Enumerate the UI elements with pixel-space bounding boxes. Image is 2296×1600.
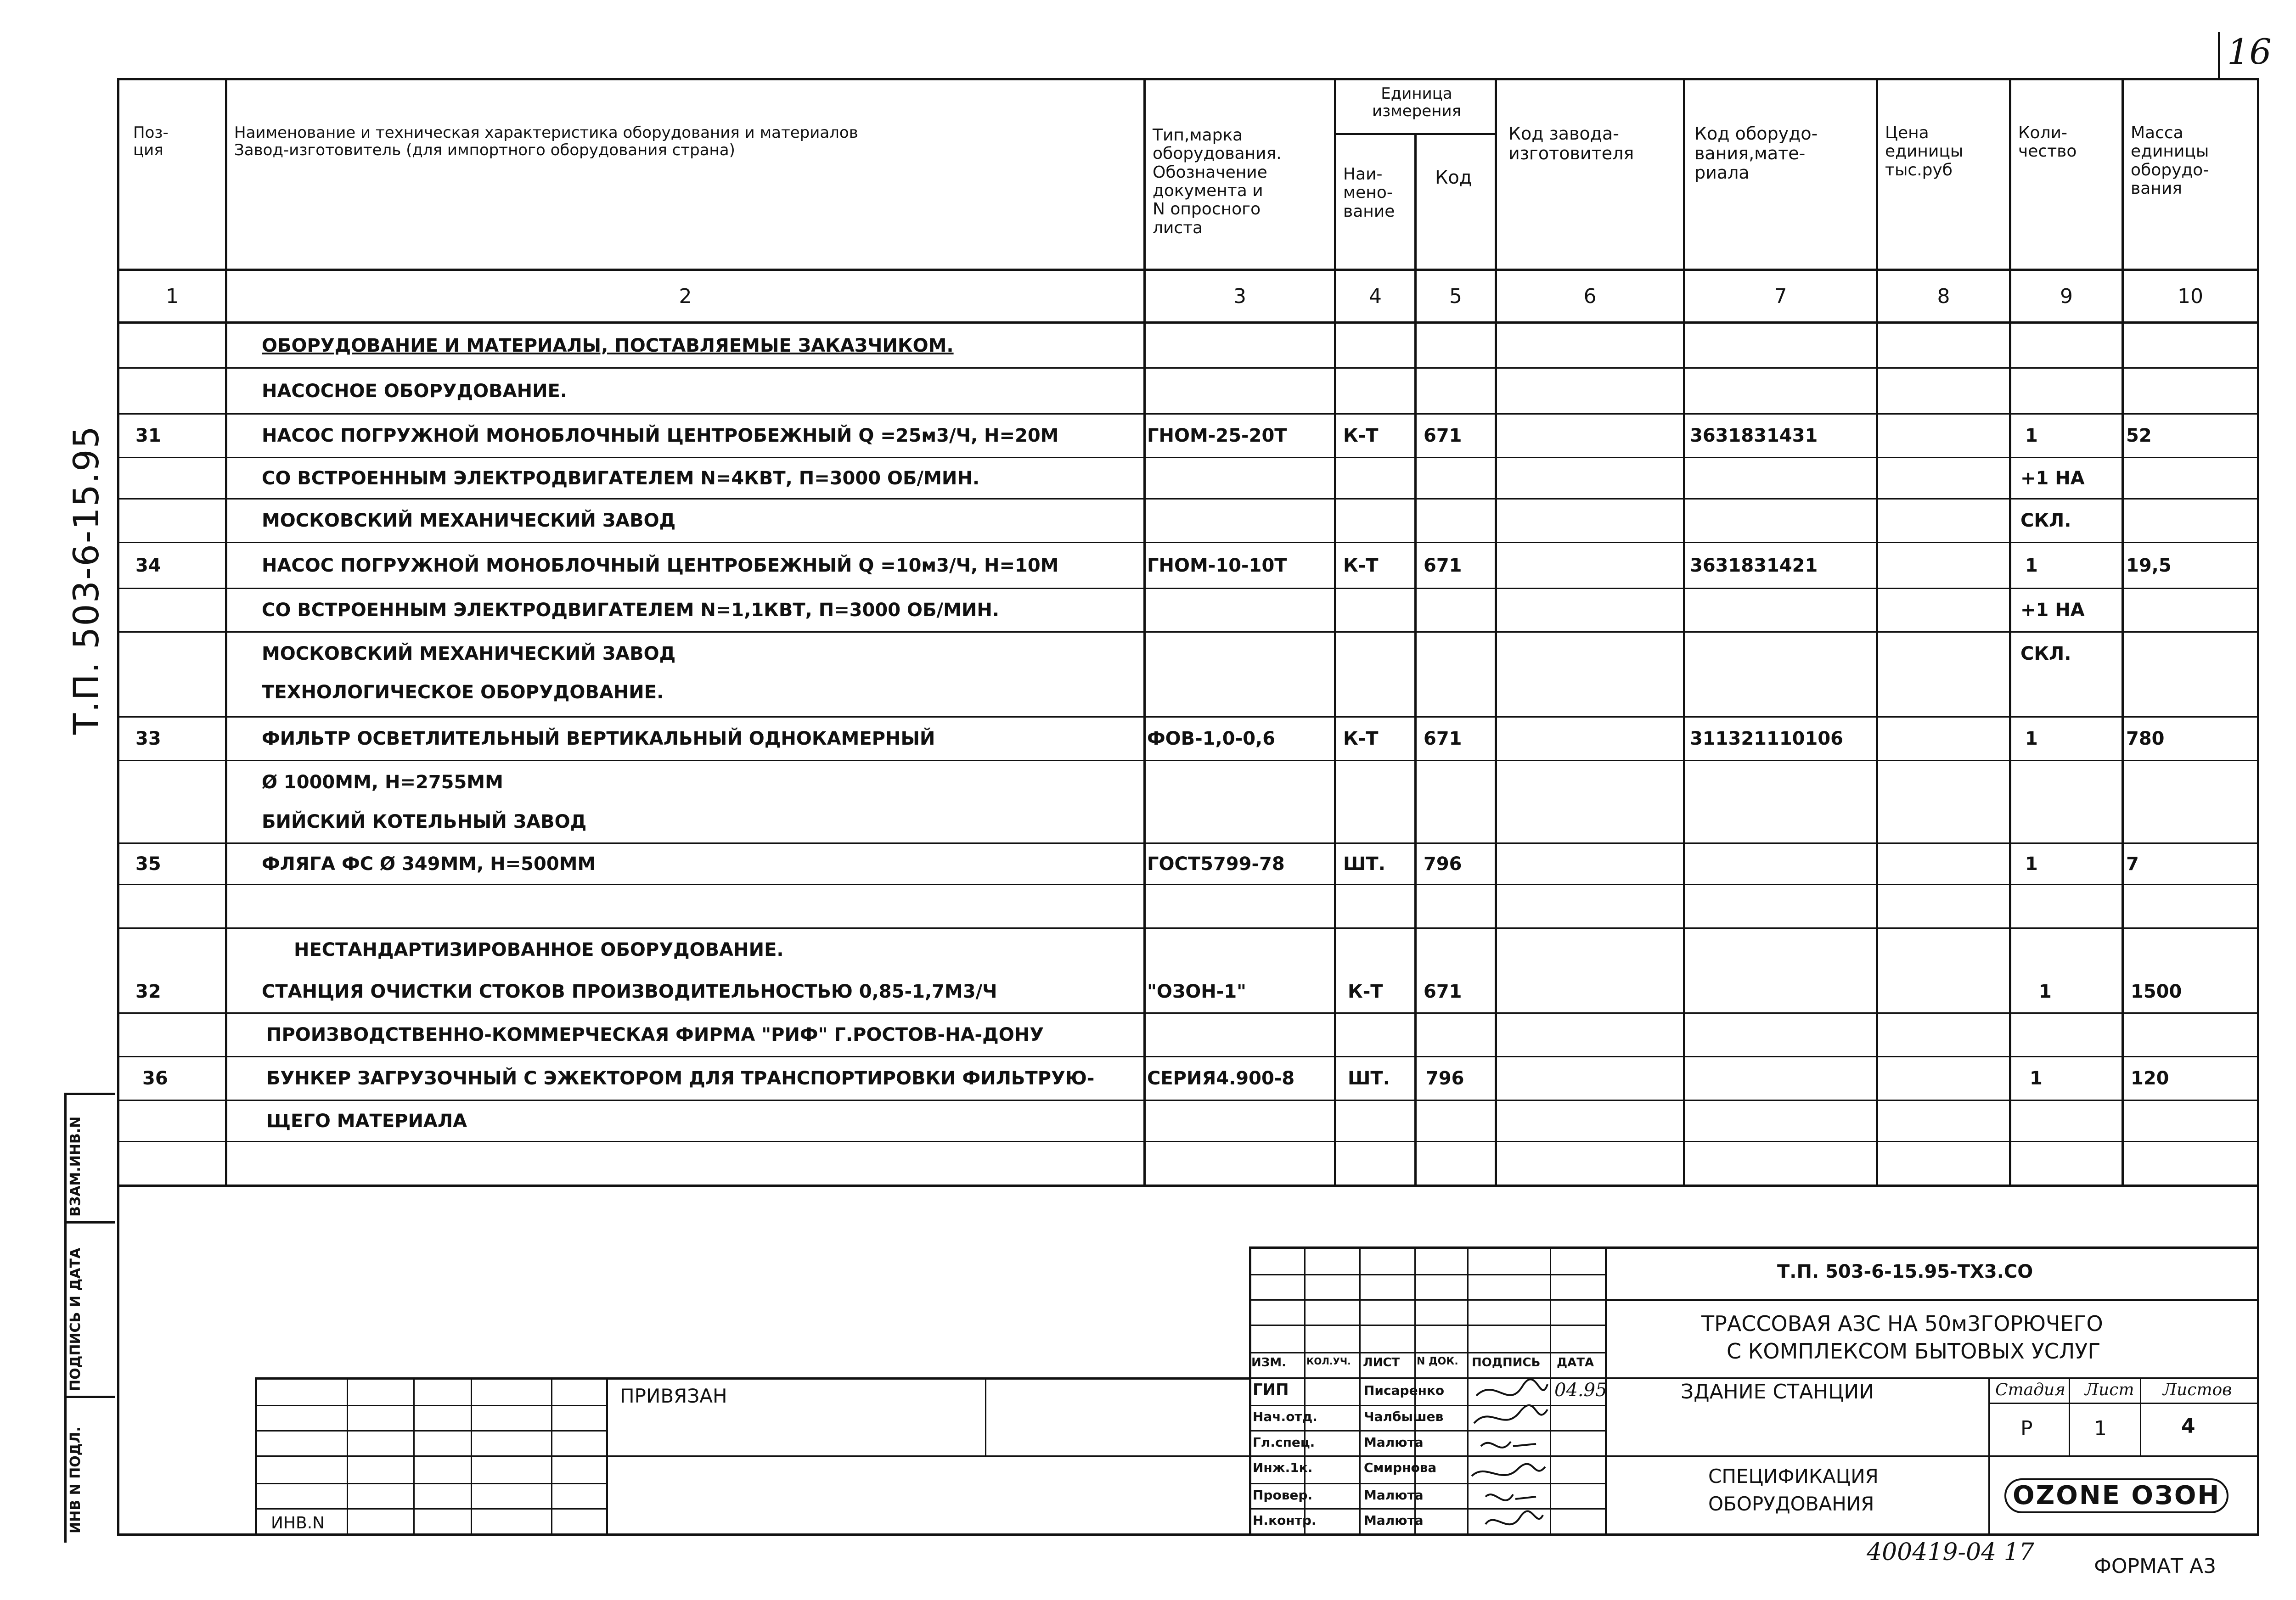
page-number-divider	[2218, 32, 2220, 78]
header-col5: Код	[1435, 167, 1472, 188]
row-mass: 780	[2126, 728, 2165, 749]
role-label: ГИП	[1253, 1381, 1289, 1399]
left-strip-line	[64, 1396, 115, 1398]
row-name: БУНКЕР ЗАГРУЗОЧНЫЙ С ЭЖЕКТОРОМ ДЛЯ ТРАНСПОРТИРОВКИ ФИЛЬТРУЮ-	[266, 1068, 1095, 1089]
row-code: 671	[1424, 981, 1462, 1002]
left-strip-line	[64, 1093, 67, 1543]
header-col3: Тип,марка оборудования. Обозначение документа и N опросного листа	[1153, 126, 1282, 237]
role-name: Малюта	[1364, 1488, 1424, 1503]
header-col8: Цена единицы тыс.руб	[1885, 124, 1964, 180]
header-unit-group: Единица измерения	[1372, 84, 1462, 121]
sheet-title-2: ОБОРУДОВАНИЯ	[1708, 1493, 1874, 1515]
sheet-value: 1	[2094, 1417, 2107, 1440]
format-label: ФОРМАТ А3	[2094, 1555, 2217, 1578]
row-code: 671	[1424, 425, 1462, 446]
header-col10: Масса единицы оборудо- вания	[2131, 124, 2209, 198]
row-qty: 1	[2025, 555, 2038, 576]
row-unit: К-Т	[1343, 425, 1379, 446]
col-number: 10	[2178, 284, 2203, 308]
row-type: ФОВ-1,0-0,6	[1147, 728, 1276, 749]
left-strip-line	[64, 1221, 115, 1224]
col-number: 3	[1233, 284, 1246, 308]
tb-col-ndok: N ДОК.	[1417, 1356, 1458, 1367]
doc-code: Т.П. 503-6-15.95-ТХ3.СО	[1777, 1261, 2033, 1282]
row-qty: СКЛ.	[2020, 643, 2071, 664]
signatures	[1467, 1377, 1628, 1536]
role-name: Малюта	[1364, 1513, 1424, 1528]
row-qty: 1	[2025, 425, 2038, 446]
row-mass: 19,5	[2126, 555, 2172, 576]
left-strip-line	[64, 1093, 115, 1095]
stage-value: Р	[2020, 1417, 2033, 1440]
project-line-1: ТРАССОВАЯ АЗС НА 50м3ГОРЮЧЕГО	[1701, 1311, 2103, 1336]
inv-strip-label-3: ВЗАМ.ИНВ.N	[68, 1116, 84, 1217]
left-margin-code: Т.П. 503-6-15.95	[66, 425, 107, 735]
row-code: 796	[1424, 853, 1462, 875]
tb-col-data: ДАТА	[1557, 1356, 1594, 1370]
row-code: 796	[1426, 1068, 1464, 1089]
row-mass: 7	[2126, 853, 2139, 875]
col-number: 8	[1937, 284, 1950, 308]
role-label: Провер.	[1253, 1488, 1313, 1503]
sheets-value: 4	[2181, 1415, 2195, 1438]
role-name: Чалбышев	[1364, 1409, 1444, 1424]
tb-col-list: ЛИСТ	[1363, 1356, 1400, 1370]
row-name: МОСКОВСКИЙ МЕХАНИЧЕСКИЙ ЗАВОД	[262, 510, 676, 531]
role-label: Инж.1к.	[1253, 1460, 1313, 1475]
col-number: 4	[1369, 284, 1382, 308]
col-number: 2	[679, 284, 692, 308]
tb-col-izm: ИЗМ.	[1251, 1356, 1286, 1370]
row-mass: 52	[2126, 425, 2152, 446]
row-name: СО ВСТРОЕННЫМ ЭЛЕКТРОДВИГАТЕЛЕМ N=4КВТ, П=3000 ОБ/МИН.	[262, 467, 980, 489]
sign-date: 04.95	[1554, 1380, 1607, 1401]
col-number: 7	[1774, 284, 1787, 308]
row-unit: ШТ.	[1343, 853, 1385, 875]
row-name: БИЙСКИЙ КОТЕЛЬНЫЙ ЗАВОД	[262, 811, 587, 832]
role-label: Нач.отд.	[1253, 1409, 1317, 1424]
row-pos: 32	[135, 981, 161, 1002]
inv-strip-label-2: ПОДПИСЬ И ДАТА	[68, 1247, 84, 1391]
company-logo: OZONE ОЗОН	[2004, 1478, 2228, 1513]
row-name: НАСОС ПОГРУЖНОЙ МОНОБЛОЧНЫЙ ЦЕНТРОБЕЖНЫЙ Q =25м3/Ч, Н=20М	[262, 425, 1059, 446]
role-name: Смирнова	[1364, 1460, 1437, 1475]
sheet-label: Лист	[2085, 1381, 2134, 1399]
tb-col-podpis: ПОДПИСЬ	[1472, 1356, 1541, 1370]
row-name: ЩЕГО МАТЕРИАЛА	[266, 1110, 467, 1132]
row-name: Ø 1000ММ, Н=2755ММ	[262, 772, 503, 793]
row-type: "ОЗОН-1"	[1147, 981, 1247, 1002]
role-label: Н.контр.	[1253, 1513, 1317, 1528]
row-name: СТАНЦИЯ ОЧИСТКИ СТОКОВ ПРОИЗВОДИТЕЛЬНОСТЬЮ 0,85-1,7М3/Ч	[262, 981, 997, 1002]
row-eq-code: 3631831421	[1690, 555, 1818, 576]
inv-number-label: ИНВ.N	[271, 1514, 325, 1533]
row-type: ГОСТ5799-78	[1147, 853, 1285, 875]
row-pos: 35	[135, 853, 161, 875]
project-line-2: С КОМПЛЕКСОМ БЫТОВЫХ УСЛУГ	[1727, 1339, 2101, 1364]
row-pos: 34	[135, 555, 161, 576]
header-col7: Код оборудо- вания,мате- риала	[1694, 124, 1818, 183]
row-pos: 33	[135, 728, 161, 749]
tb-col-kol: КОЛ.УЧ.	[1306, 1356, 1351, 1367]
row-qty: 1	[2025, 728, 2038, 749]
row-name: МОСКОВСКИЙ МЕХАНИЧЕСКИЙ ЗАВОД	[262, 643, 676, 664]
archive-number: 400419-04 17	[1867, 1538, 2034, 1566]
row-name: ОБОРУДОВАНИЕ И МАТЕРИАЛЫ, ПОСТАВЛЯЕМЫЕ ЗАКАЗЧИКОМ.	[262, 335, 954, 356]
row-unit: К-Т	[1343, 555, 1379, 576]
row-qty: СКЛ.	[2020, 510, 2071, 531]
row-mass: 1500	[2131, 981, 2182, 1002]
row-pos: 36	[142, 1068, 168, 1089]
row-type: СЕРИЯ4.900-8	[1147, 1068, 1295, 1089]
col-number: 6	[1583, 284, 1597, 308]
header-col1: Поз- ция	[133, 124, 169, 160]
header-col9: Коли- чество	[2018, 124, 2077, 161]
row-name: ФЛЯГА ФС Ø 349ММ, Н=500ММ	[262, 853, 596, 875]
col-number: 1	[166, 284, 179, 308]
row-name: ФИЛЬТР ОСВЕТЛИТЕЛЬНЫЙ ВЕРТИКАЛЬНЫЙ ОДНОКАМЕРНЫЙ	[262, 728, 935, 749]
col-number: 5	[1449, 284, 1462, 308]
row-name: НАСОСНОЕ ОБОРУДОВАНИЕ.	[262, 380, 568, 402]
row-pos: 31	[135, 425, 161, 446]
privyazan-label: ПРИВЯЗАН	[620, 1385, 727, 1407]
role-label: Гл.спец.	[1253, 1435, 1315, 1450]
row-unit: К-Т	[1343, 728, 1379, 749]
row-qty: 1	[2039, 981, 2052, 1002]
row-eq-code: 3631831431	[1690, 425, 1818, 446]
row-name: НЕСТАНДАРТИЗИРОВАННОЕ ОБОРУДОВАНИЕ.	[294, 939, 784, 960]
sheet-title-1: СПЕЦИФИКАЦИЯ	[1708, 1465, 1879, 1488]
stage-label: Стадия	[1995, 1381, 2065, 1399]
row-name: ПРОИЗВОДСТВЕННО-КОММЕРЧЕСКАЯ ФИРМА "РИФ" Г.РОСТОВ-НА-ДОНУ	[266, 1024, 1044, 1045]
row-qty: 1	[2025, 853, 2038, 875]
sheets-label: Листов	[2163, 1381, 2232, 1399]
inv-strip-label-1: ИНВ N ПОДЛ.	[68, 1426, 84, 1533]
row-name: ТЕХНОЛОГИЧЕСКОЕ ОБОРУДОВАНИЕ.	[262, 681, 664, 703]
row-qty: +1 НА	[2020, 600, 2085, 621]
page-number: 16	[2227, 31, 2272, 72]
header-col2: Наименование и техническая характеристика оборудования и материалов Завод-изготовитель (для импортного оборудования страна)	[234, 124, 858, 160]
row-code: 671	[1424, 555, 1462, 576]
row-eq-code: 311321110106	[1690, 728, 1843, 749]
row-name: СО ВСТРОЕННЫМ ЭЛЕКТРОДВИГАТЕЛЕМ N=1,1КВТ, П=3000 ОБ/МИН.	[262, 600, 1000, 621]
role-name: Малюта	[1364, 1435, 1424, 1450]
role-name: Писаренко	[1364, 1383, 1445, 1398]
header-col4: Наи- мено- вание	[1343, 165, 1395, 221]
row-mass: 120	[2131, 1068, 2169, 1089]
building-name: ЗДАНИЕ СТАНЦИИ	[1681, 1380, 1874, 1404]
row-code: 671	[1424, 728, 1462, 749]
row-type: ГНОМ-25-20Т	[1147, 425, 1287, 446]
row-unit: ШТ.	[1348, 1068, 1390, 1089]
col-number: 9	[2060, 284, 2073, 308]
header-col6: Код завода- изготовителя	[1508, 124, 1634, 163]
row-type: ГНОМ-10-10Т	[1147, 555, 1287, 576]
row-unit: К-Т	[1348, 981, 1383, 1002]
row-qty: 1	[2030, 1068, 2043, 1089]
row-qty: +1 НА	[2020, 467, 2085, 489]
row-name: НАСОС ПОГРУЖНОЙ МОНОБЛОЧНЫЙ ЦЕНТРОБЕЖНЫЙ Q =10м3/Ч, Н=10М	[262, 555, 1059, 576]
